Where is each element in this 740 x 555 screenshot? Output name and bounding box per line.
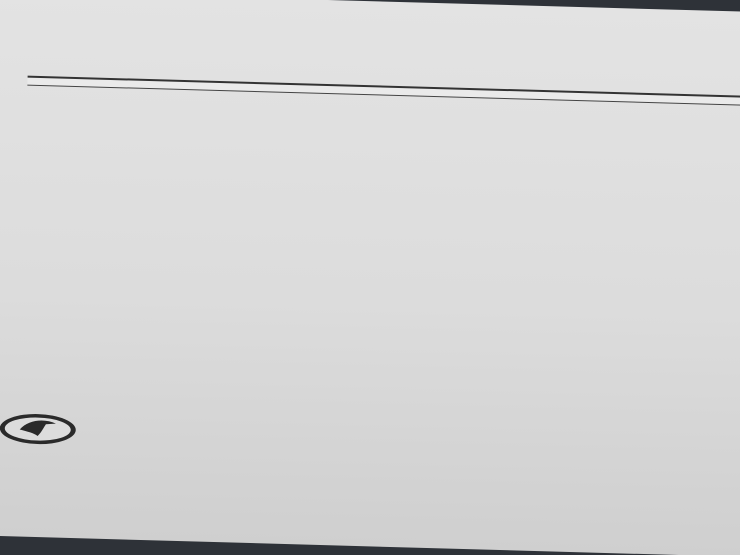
brand-footer bbox=[0, 411, 98, 448]
disclaimer-line-2 bbox=[26, 349, 740, 369]
disclaimer-text bbox=[26, 349, 740, 369]
disclaimer-line-1 bbox=[26, 349, 740, 369]
equipment-table bbox=[30, 0, 740, 12]
lada-boat-logo-icon bbox=[0, 411, 78, 447]
